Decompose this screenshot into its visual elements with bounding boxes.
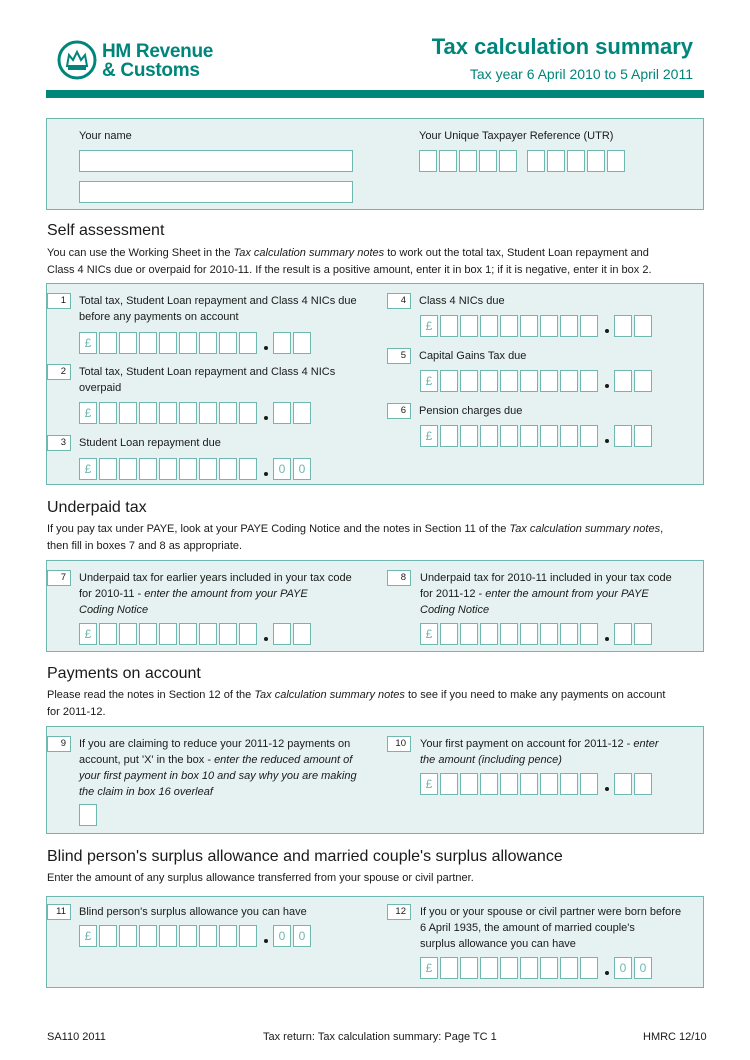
pence-cell: 0 bbox=[634, 957, 652, 979]
amount-digit-cell[interactable] bbox=[460, 623, 478, 645]
amount-digit-cell[interactable] bbox=[159, 402, 177, 424]
blind-intro: Enter the amount of any surplus allowance transferred from your spouse or civil partner. bbox=[47, 872, 474, 884]
amount-digit-cell[interactable] bbox=[480, 957, 498, 979]
box5-label: Capital Gains Tax due bbox=[419, 350, 527, 362]
amount-digit-cell[interactable] bbox=[560, 315, 578, 337]
pound-cell[interactable]: £ bbox=[79, 623, 97, 645]
amount-digit-cell[interactable] bbox=[219, 402, 237, 424]
decimal-point bbox=[605, 384, 609, 388]
utr-digit-cell[interactable] bbox=[587, 150, 605, 172]
amount-digit-cell[interactable] bbox=[500, 370, 518, 392]
identity-panel bbox=[46, 118, 704, 210]
pence-cell[interactable] bbox=[273, 332, 291, 354]
decimal-point bbox=[264, 346, 268, 350]
box-number: 12 bbox=[387, 904, 411, 920]
box-number: 9 bbox=[47, 736, 71, 752]
box11-label: Blind person's surplus allowance you can have bbox=[79, 906, 307, 918]
amount-digit-cell[interactable] bbox=[460, 315, 478, 337]
pound-cell[interactable]: £ bbox=[420, 623, 438, 645]
amount-digit-cell[interactable] bbox=[99, 402, 117, 424]
amount-digit-cell[interactable] bbox=[480, 315, 498, 337]
amount-digit-cell[interactable] bbox=[480, 773, 498, 795]
amount-digit-cell[interactable] bbox=[540, 957, 558, 979]
amount-digit-cell[interactable] bbox=[119, 332, 137, 354]
amount-digit-cell[interactable] bbox=[179, 458, 197, 480]
box8-label: Underpaid tax for 2010-11 included in your tax code for 2011-12 - enter the amount from your PAYE Coding Notice bbox=[420, 572, 672, 616]
logo-line1: HM Revenue bbox=[102, 41, 214, 62]
amount-digit-cell[interactable] bbox=[119, 458, 137, 480]
box4-label: Class 4 NICs due bbox=[419, 295, 505, 307]
decimal-point bbox=[264, 637, 268, 641]
amount-digit-cell[interactable] bbox=[179, 623, 197, 645]
footer-form-code: SA110 2011 bbox=[47, 1031, 106, 1043]
amount-digit-cell[interactable] bbox=[119, 925, 137, 947]
pence-cell[interactable] bbox=[293, 402, 311, 424]
amount-digit-cell[interactable] bbox=[520, 773, 538, 795]
pence-cell[interactable] bbox=[634, 623, 652, 645]
amount-digit-cell[interactable] bbox=[219, 458, 237, 480]
amount-digit-cell[interactable] bbox=[440, 957, 458, 979]
box6-label: Pension charges due bbox=[419, 405, 523, 417]
pence-cell[interactable] bbox=[293, 623, 311, 645]
page-title: Tax calculation summary bbox=[431, 34, 693, 59]
box10-label: Your first payment on account for 2011-12 - enter the amount (including pence) bbox=[420, 738, 659, 766]
amount-digit-cell[interactable] bbox=[500, 425, 518, 447]
amount-digit-cell[interactable] bbox=[199, 623, 217, 645]
utr-digit-cell[interactable] bbox=[607, 150, 625, 172]
amount-digit-cell[interactable] bbox=[540, 315, 558, 337]
logo-line2: & Customs bbox=[102, 60, 200, 81]
crown-icon bbox=[57, 40, 97, 80]
underpaid-panel bbox=[46, 560, 704, 652]
amount-digit-cell[interactable] bbox=[560, 623, 578, 645]
amount-digit-cell[interactable] bbox=[440, 425, 458, 447]
amount-digit-cell[interactable] bbox=[440, 773, 458, 795]
pound-cell[interactable]: £ bbox=[420, 370, 438, 392]
amount-digit-cell[interactable] bbox=[520, 957, 538, 979]
amount-digit-cell[interactable] bbox=[540, 425, 558, 447]
amount-digit-cell[interactable] bbox=[179, 332, 197, 354]
box3-label: Student Loan repayment due bbox=[79, 437, 221, 449]
amount-digit-cell[interactable] bbox=[239, 402, 257, 424]
amount-digit-cell[interactable] bbox=[560, 425, 578, 447]
blind-heading: Blind person's surplus allowance and married couple's surplus allowance bbox=[47, 848, 563, 865]
box1-label: Total tax, Student Loan repayment and Class 4 NICs due before any payments on account bbox=[79, 295, 357, 323]
utr-digit-cell[interactable] bbox=[547, 150, 565, 172]
utr-digit-cell[interactable] bbox=[567, 150, 585, 172]
amount-digit-cell[interactable] bbox=[560, 370, 578, 392]
box-number: 6 bbox=[387, 403, 411, 419]
amount-digit-cell[interactable] bbox=[179, 925, 197, 947]
box2-label: Total tax, Student Loan repayment and Class 4 NICs overpaid bbox=[79, 366, 336, 394]
decimal-point bbox=[264, 472, 268, 476]
amount-digit-cell[interactable] bbox=[440, 370, 458, 392]
amount-digit-cell[interactable] bbox=[139, 402, 157, 424]
pound-cell[interactable]: £ bbox=[79, 402, 97, 424]
amount-digit-cell[interactable] bbox=[520, 425, 538, 447]
header-rule bbox=[46, 90, 704, 98]
amount-digit-cell[interactable] bbox=[560, 773, 578, 795]
decimal-point bbox=[264, 416, 268, 420]
amount-digit-cell[interactable] bbox=[520, 623, 538, 645]
pound-cell[interactable]: £ bbox=[420, 957, 438, 979]
amount-digit-cell[interactable] bbox=[540, 623, 558, 645]
amount-digit-cell[interactable] bbox=[460, 957, 478, 979]
amount-digit-cell[interactable] bbox=[159, 623, 177, 645]
name-field-line2[interactable] bbox=[79, 181, 353, 203]
amount-digit-cell[interactable] bbox=[139, 458, 157, 480]
amount-digit-cell[interactable] bbox=[219, 925, 237, 947]
pence-cell: 0 bbox=[293, 925, 311, 947]
amount-digit-cell[interactable] bbox=[199, 332, 217, 354]
pound-cell[interactable]: £ bbox=[420, 425, 438, 447]
amount-digit-cell[interactable] bbox=[500, 623, 518, 645]
payments-heading: Payments on account bbox=[47, 665, 201, 682]
amount-digit-cell[interactable] bbox=[500, 315, 518, 337]
pence-cell[interactable] bbox=[293, 332, 311, 354]
amount-digit-cell[interactable] bbox=[540, 370, 558, 392]
name-field-line1[interactable] bbox=[79, 150, 353, 172]
decimal-point bbox=[264, 939, 268, 943]
amount-digit-cell[interactable] bbox=[199, 925, 217, 947]
pence-cell[interactable] bbox=[273, 623, 291, 645]
pence-cell[interactable] bbox=[634, 370, 652, 392]
underpaid-intro: If you pay tax under PAYE, look at your PAYE Coding Notice and the notes in Section 11 of the Tax calculation summary notes, then fill in boxes 7 and 8 as appropriate. bbox=[47, 523, 664, 552]
amount-digit-cell[interactable] bbox=[540, 773, 558, 795]
self-assessment-intro: You can use the Working Sheet in the Tax calculation summary notes to work out the total tax, Student Loan repayment and Class 4 NICs due or overpaid for 2010-11. If the result is a positive amount, enter it in box 1; if it is negative, enter it in box 2. bbox=[47, 247, 652, 276]
amount-digit-cell[interactable] bbox=[580, 773, 598, 795]
amount-digit-cell[interactable] bbox=[99, 623, 117, 645]
amount-digit-cell[interactable] bbox=[560, 957, 578, 979]
page-subtitle: Tax year 6 April 2010 to 5 April 2011 bbox=[469, 66, 693, 82]
amount-digit-cell[interactable] bbox=[520, 315, 538, 337]
decimal-point bbox=[605, 971, 609, 975]
amount-digit-cell[interactable] bbox=[219, 623, 237, 645]
pence-cell[interactable] bbox=[614, 370, 632, 392]
amount-digit-cell[interactable] bbox=[159, 925, 177, 947]
amount-digit-cell[interactable] bbox=[239, 623, 257, 645]
box-number: 8 bbox=[387, 570, 411, 586]
amount-digit-cell[interactable] bbox=[99, 332, 117, 354]
amount-digit-cell[interactable] bbox=[480, 425, 498, 447]
box-number: 4 bbox=[387, 293, 411, 309]
amount-digit-cell[interactable] bbox=[219, 332, 237, 354]
utr-digit-cell[interactable] bbox=[439, 150, 457, 172]
amount-digit-cell[interactable] bbox=[99, 458, 117, 480]
box-number: 11 bbox=[47, 904, 71, 920]
amount-digit-cell[interactable] bbox=[119, 623, 137, 645]
amount-digit-cell[interactable] bbox=[460, 370, 478, 392]
utr-digit-cell[interactable] bbox=[527, 150, 545, 172]
pence-cell[interactable] bbox=[273, 402, 291, 424]
amount-digit-cell[interactable] bbox=[580, 315, 598, 337]
pence-cell[interactable] bbox=[634, 315, 652, 337]
amount-digit-cell[interactable] bbox=[440, 315, 458, 337]
pound-cell[interactable]: £ bbox=[420, 315, 438, 337]
amount-digit-cell[interactable] bbox=[99, 925, 117, 947]
utr-digit-cell[interactable] bbox=[459, 150, 477, 172]
self-assessment-panel bbox=[46, 283, 704, 485]
amount-digit-cell[interactable] bbox=[159, 332, 177, 354]
amount-digit-cell[interactable] bbox=[480, 623, 498, 645]
box-number: 3 bbox=[47, 435, 71, 451]
pound-cell[interactable]: £ bbox=[420, 773, 438, 795]
amount-digit-cell[interactable] bbox=[139, 925, 157, 947]
decimal-point bbox=[605, 787, 609, 791]
pence-cell[interactable] bbox=[614, 315, 632, 337]
amount-digit-cell[interactable] bbox=[580, 623, 598, 645]
box-number: 5 bbox=[387, 348, 411, 364]
pence-cell: 0 bbox=[273, 925, 291, 947]
pence-cell: 0 bbox=[614, 957, 632, 979]
box9-label: If you are claiming to reduce your 2011-12 payments on account, put 'X' in the box - enter the reduced amount of your first payment in box 10 and say why you are making the claim in box 16 overleaf bbox=[79, 738, 357, 798]
underpaid-heading: Underpaid tax bbox=[47, 499, 147, 516]
pence-cell[interactable] bbox=[614, 623, 632, 645]
self-assessment-heading: Self assessment bbox=[47, 222, 165, 239]
amount-digit-cell[interactable] bbox=[500, 957, 518, 979]
utr-label: Your Unique Taxpayer Reference (UTR) bbox=[419, 130, 614, 142]
amount-digit-cell[interactable] bbox=[239, 332, 257, 354]
amount-digit-cell[interactable] bbox=[119, 402, 137, 424]
blind-panel bbox=[46, 896, 704, 988]
hmrc-logo bbox=[57, 40, 97, 80]
decimal-point bbox=[605, 329, 609, 333]
box12-label: If you or your spouse or civil partner were born before 6 April 1935, the amount of married couple's surplus allowance you can have bbox=[420, 906, 682, 950]
name-label: Your name bbox=[79, 130, 132, 142]
pence-cell[interactable] bbox=[614, 425, 632, 447]
amount-digit-cell[interactable] bbox=[520, 370, 538, 392]
utr-digit-cell[interactable] bbox=[479, 150, 497, 172]
amount-digit-cell[interactable] bbox=[480, 370, 498, 392]
payments-panel bbox=[46, 726, 704, 834]
footer-version: HMRC 12/10 bbox=[643, 1031, 707, 1043]
amount-digit-cell[interactable] bbox=[179, 402, 197, 424]
pound-cell[interactable]: £ bbox=[79, 458, 97, 480]
amount-digit-cell[interactable] bbox=[500, 773, 518, 795]
amount-digit-cell[interactable] bbox=[139, 332, 157, 354]
amount-digit-cell[interactable] bbox=[159, 458, 177, 480]
decimal-point bbox=[605, 439, 609, 443]
amount-digit-cell[interactable] bbox=[139, 623, 157, 645]
amount-digit-cell[interactable] bbox=[440, 623, 458, 645]
pence-cell[interactable] bbox=[614, 773, 632, 795]
amount-digit-cell[interactable] bbox=[460, 773, 478, 795]
box7-label: Underpaid tax for earlier years included in your tax code for 2010-11 - enter the amount from your PAYE Coding Notice bbox=[79, 572, 352, 616]
box-number: 10 bbox=[387, 736, 411, 752]
box-number: 1 bbox=[47, 293, 71, 309]
pound-cell[interactable]: £ bbox=[79, 925, 97, 947]
footer-page-label: Tax return: Tax calculation summary: Page TC 1 bbox=[263, 1031, 497, 1043]
pence-cell: 0 bbox=[273, 458, 291, 480]
amount-digit-cell[interactable] bbox=[199, 402, 217, 424]
amount-digit-cell[interactable] bbox=[239, 925, 257, 947]
payments-intro: Please read the notes in Section 12 of the Tax calculation summary notes to see if you need to make any payments on account for 2011-12. bbox=[47, 689, 666, 718]
amount-digit-cell[interactable] bbox=[580, 370, 598, 392]
pence-cell[interactable] bbox=[634, 773, 652, 795]
pence-cell[interactable] bbox=[634, 425, 652, 447]
amount-digit-cell[interactable] bbox=[199, 458, 217, 480]
box-number: 2 bbox=[47, 364, 71, 380]
amount-digit-cell[interactable] bbox=[580, 957, 598, 979]
amount-digit-cell[interactable] bbox=[460, 425, 478, 447]
box9-checkbox[interactable] bbox=[79, 804, 97, 826]
decimal-point bbox=[605, 637, 609, 641]
utr-digit-cell[interactable] bbox=[499, 150, 517, 172]
pound-cell[interactable]: £ bbox=[79, 332, 97, 354]
amount-digit-cell[interactable] bbox=[239, 458, 257, 480]
amount-digit-cell[interactable] bbox=[580, 425, 598, 447]
box-number: 7 bbox=[47, 570, 71, 586]
pence-cell: 0 bbox=[293, 458, 311, 480]
utr-digit-cell[interactable] bbox=[419, 150, 437, 172]
